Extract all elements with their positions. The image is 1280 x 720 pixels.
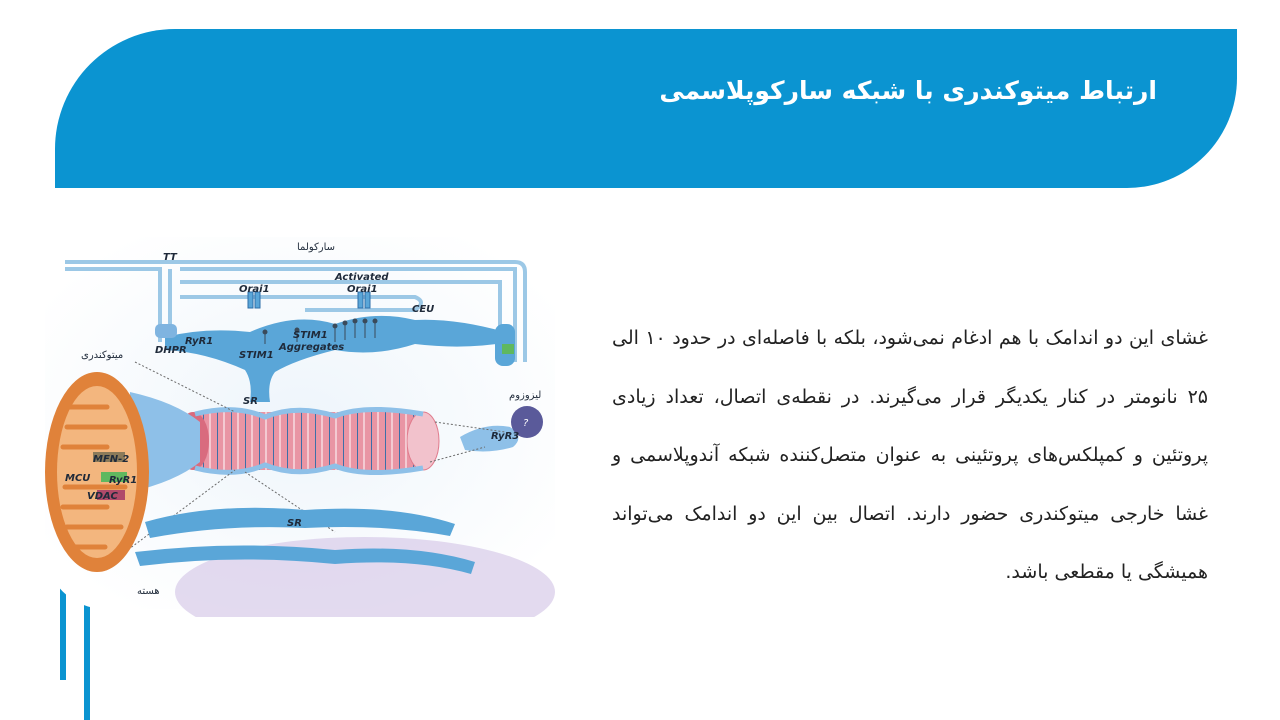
mitochondria-sr-diagram — [35, 232, 565, 617]
label-sarcolemma: سارکولما — [297, 242, 336, 253]
svg-text:?: ? — [523, 418, 529, 429]
label-stim1-aggregates-line2: Aggregates — [279, 342, 345, 353]
label-activated-orai1-line2: Orai1 — [347, 284, 378, 295]
mitochondria — [45, 372, 149, 572]
label-mfn2: MFN-2 — [93, 454, 130, 465]
label-lysosome: لیزوزوم — [509, 390, 542, 401]
label-nucleus: هسته — [137, 586, 160, 597]
label-tt: TT — [163, 252, 177, 263]
label-stim1-aggregates-line1: STIM1 — [293, 330, 328, 341]
title-banner — [55, 29, 1237, 188]
label-mitochondria: میتوکندری — [81, 350, 124, 361]
label-vdac: VDAC — [87, 491, 118, 502]
label-ryr1-mito: RyR1 — [109, 475, 138, 486]
myofibril — [177, 409, 439, 472]
slide-title: ارتباط میتوکندری با شبکه سارکوپلاسمی — [659, 76, 1157, 105]
label-activated-orai1-line1: Activated — [335, 272, 389, 283]
diagram-illustration — [35, 232, 565, 617]
label-dhpr: DHPR — [155, 345, 187, 356]
label-sr-bottom: SR — [287, 518, 302, 529]
body-paragraph: غشای این دو اندامک با هم ادغام نمی‌شود، بلکه با فاصله‌ای در حدود ۱۰ الی ۲۵ نانومتر در کنار یکدیگر قرار می‌گیرند. در نقطه‌ی اتصال، تعداد زیادی پروتئین و کمپلکس‌های پروتئینی به عنوان متصل‌کننده شبکه آندوپلاسمی و غشا خارجی میتوکندری حضور دارند. اتصال بین این دو اندامک می‌تواند همیشگی یا مقطعی باشد. — [612, 327, 1208, 583]
label-ryr1-top: RyR1 — [185, 336, 214, 347]
label-mcu: MCU — [65, 473, 91, 484]
label-ceu: CEU — [412, 304, 435, 315]
label-stim1: STIM1 — [239, 350, 274, 361]
label-orai1: Orai1 — [239, 284, 270, 295]
label-sr-top: SR — [243, 396, 258, 407]
label-ryr3: RyR3 — [491, 431, 520, 442]
